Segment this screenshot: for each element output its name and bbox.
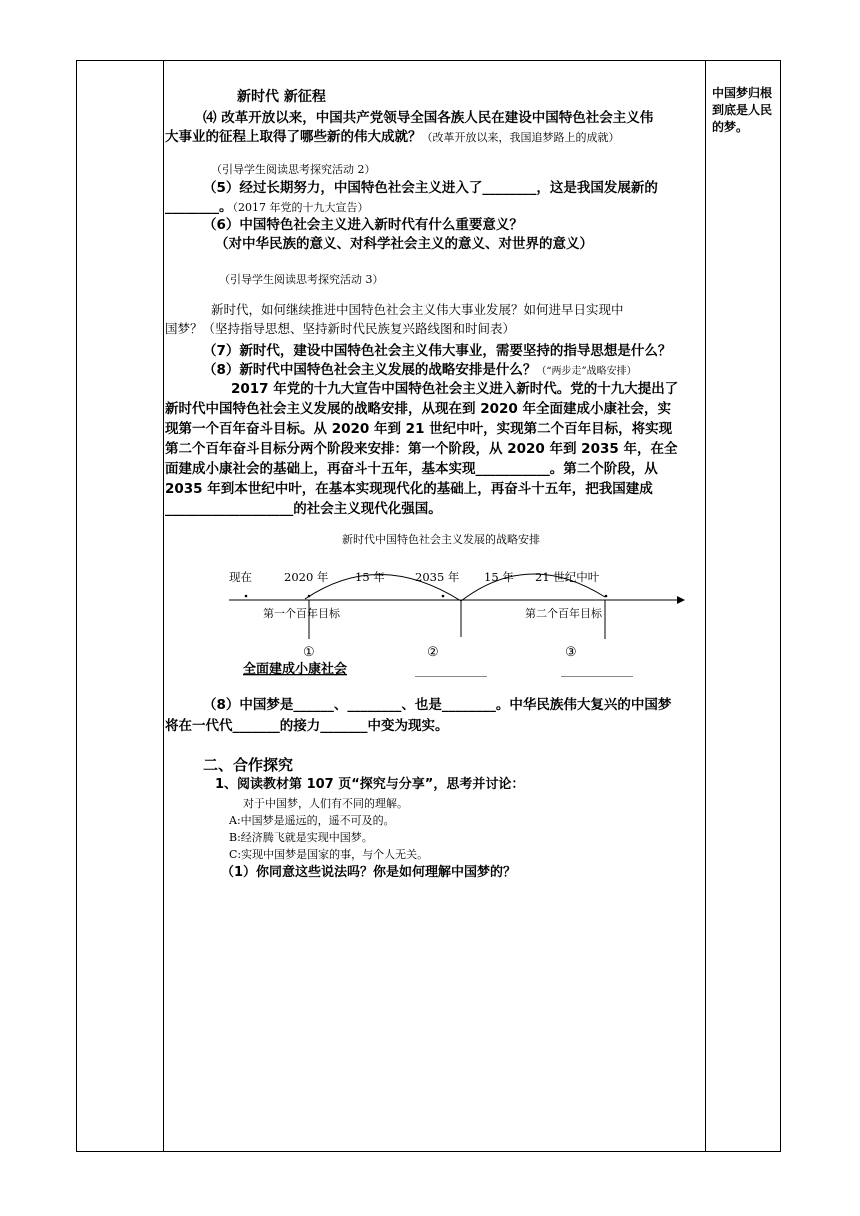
- label-2020: 2020 年: [284, 570, 329, 584]
- q5-hint: （2017 年党的十九大宣告）: [232, 201, 369, 214]
- answer-1: 全面建成小康社会: [243, 662, 348, 677]
- label-span2: 15 年: [484, 570, 514, 584]
- q5-line2: ________。（2017 年党的十九大宣告）: [165, 199, 369, 215]
- option-c: C:实现中国梦是国家的事，与个人无关。: [229, 848, 429, 861]
- marker-1: ①: [303, 645, 315, 660]
- option-b: B:经济腾飞就是实现中国梦。: [229, 831, 373, 844]
- point-2035: [442, 595, 445, 598]
- q8-strategy: （8）新时代中国特色社会主义发展的战略安排是什么？（“两步走”战略安排）: [203, 362, 637, 378]
- side-note: 中国梦归根到底是人民的梦。: [712, 86, 773, 134]
- q8-hint: （“两步走”战略安排）: [536, 366, 637, 377]
- para-line-3: 现第一个百年奋斗目标。从 2020 年到 21 世纪中叶，实现第二个百年目标，将实现: [165, 421, 673, 437]
- section2-question: （1）你同意这些说法吗？你是如何理解中国梦的？: [221, 865, 517, 880]
- q8b-line1: （8）中国梦是______、________、也是________。中华民族伟大复兴的中国梦: [203, 697, 672, 713]
- para-line-6: 2035 年到本世纪中叶，在基本实现现代化的基础上，再奋斗十五年，把我国建成: [165, 481, 653, 497]
- q5-line1: （5）经过长期努力，中国特色社会主义进入了________，这是我国发展新的: [203, 180, 658, 196]
- label-2035: 2035 年: [415, 570, 460, 584]
- newera-line2: 国梦？（坚持指导思想、坚持新时代民族复兴路线图和时间表）: [165, 321, 516, 336]
- label-span1: 15 年: [355, 570, 385, 584]
- q4-hint: （改革开放以来，我国追梦路上的成就）: [421, 131, 620, 144]
- option-a: A:中国梦是遥远的，遥不可及的。: [229, 814, 395, 827]
- section2-intro: 对于中国梦，人们有不同的理解。: [243, 797, 408, 810]
- q6-line2: （对中华民族的意义、对科学社会主义的意义、对世界的意义）: [215, 236, 593, 252]
- q7: （7）新时代，建设中国特色社会主义伟大事业，需要坚持的指导思想是什么？: [203, 343, 672, 359]
- marker-2: ②: [427, 645, 439, 660]
- marker-3: ③: [565, 645, 577, 660]
- timeline-arrowhead: [677, 596, 685, 604]
- newera-line1: 新时代，如何继续推进中国特色社会主义伟大事业发展？如何进早日实现中: [211, 302, 624, 317]
- guide-activity-3: （引导学生阅读思考探究活动 3）: [219, 273, 384, 286]
- section-title: 新时代 新征程: [237, 89, 326, 105]
- goal1-label: 第一个百年目标: [263, 607, 340, 620]
- q4-line1: ⑷ 改革开放以来，中国共产党领导全国各族人民在建设中国特色社会主义伟: [203, 110, 654, 126]
- label-now: 现在: [229, 570, 252, 584]
- para-line-4: 第二个百年奋斗目标分两个阶段来安排：第一个阶段，从 2020 年到 2035 年，在全: [165, 441, 678, 457]
- section2-item1: 1、阅读教材第 107 页“探究与分享”，思考并讨论：: [215, 777, 525, 792]
- strategy-diagram: [77, 61, 782, 1153]
- diagram-title: 新时代中国特色社会主义发展的战略安排: [342, 533, 540, 546]
- blank-2: ____________: [415, 663, 487, 677]
- para-line-7: ___________________的社会主义现代化强国。: [165, 501, 442, 517]
- para-line-1: 2017 年党的十九大宣告中国特色社会主义进入新时代。党的十九大提出了: [231, 381, 679, 397]
- q6-line1: （6）中国特色社会主义进入新时代有什么重要意义？: [203, 217, 523, 233]
- worksheet-table: [76, 60, 781, 1152]
- q8b-line2: 将在一代代_______的接力_______中变为现实。: [165, 718, 449, 734]
- guide-activity-2: （引导学生阅读思考探究活动 2）: [211, 163, 376, 176]
- para-line-2: 新时代中国特色社会主义发展的战略安排，从现在到 2020 年全面建成小康社会，实: [165, 401, 671, 417]
- q4-line2: 大事业的征程上取得了哪些新的伟大成就？（改革开放以来，我国追梦路上的成就）: [165, 129, 620, 145]
- para-line-5: 面建成小康社会的基础上，再奋斗十五年，基本实现___________。第二个阶段，从: [165, 461, 658, 477]
- goal2-label: 第二个百年目标: [525, 607, 602, 620]
- section2-title: 二、合作探究: [203, 756, 294, 774]
- blank-3: ____________: [561, 663, 633, 677]
- point-now: [245, 595, 248, 598]
- point-midcentury: [605, 595, 608, 598]
- label-midcentury: 21 世纪中叶: [535, 570, 600, 584]
